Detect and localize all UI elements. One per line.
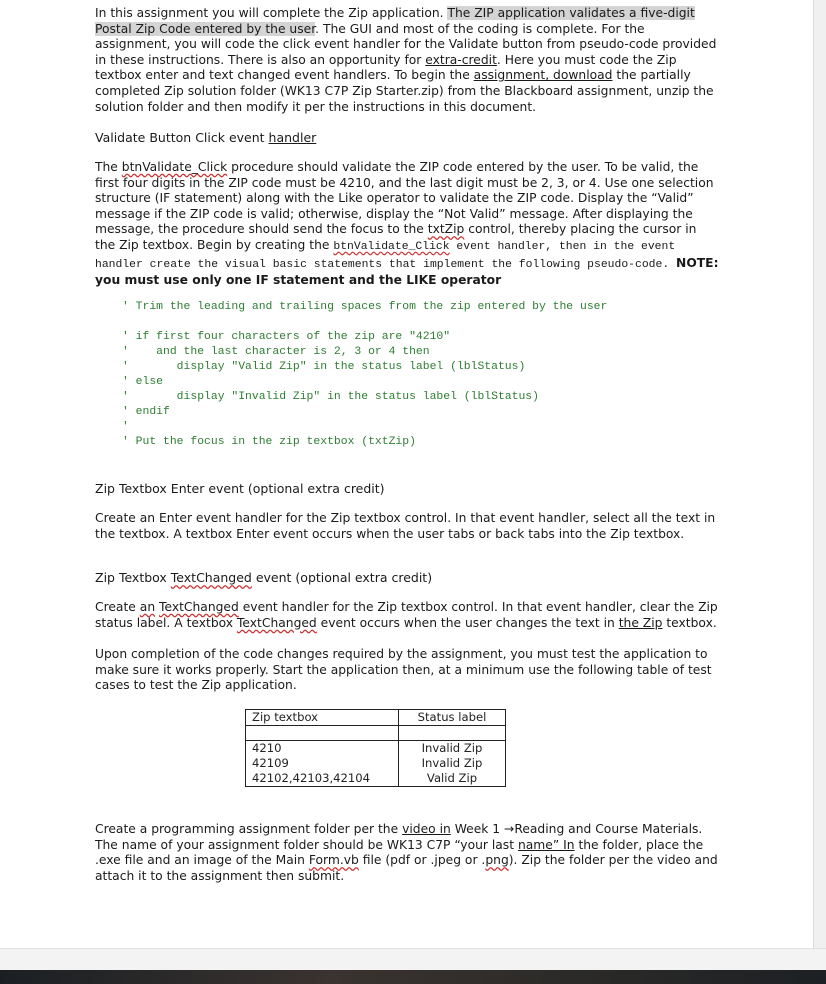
pseudo-code-line-1: ' Trim the leading and trailing spaces from the zip entered by the user <box>122 301 608 313</box>
proc-name: btnValidate_Click <box>121 160 228 174</box>
table-row <box>246 771 506 787</box>
table-cell: 42109 <box>246 756 399 771</box>
enter-paragraph: Create an Enter event handler for the Zip textbox control. In that event handler, select all the text in the textbox. A textbox Enter event occurs when the user tabs or back tabs into the Zip textbox. <box>95 511 716 541</box>
intro-text: In this assignment you will complete the Zip application. <box>95 6 448 20</box>
table-cell: Invalid Zip <box>399 741 506 757</box>
taskbar <box>0 970 826 984</box>
table-header-cell: Status label <box>399 710 506 726</box>
table-header-cell: Zip textbox <box>246 710 399 726</box>
assignment-download-link[interactable]: assignment, download <box>473 68 613 83</box>
intro-text-3: . Here you must code the Zip textbox enter and text changed event handlers. To begin the <box>95 52 677 83</box>
table-header-row <box>246 710 506 726</box>
intro-text-4: the partially completed Zip solution folder (WK13 C7P Zip Starter.zip) from the Blackboard assignment, unzip the solution folder and then modify it per the instructions in this document. <box>95 68 714 114</box>
validate-heading: Validate Button Click event handler <box>95 130 317 145</box>
extra-credit-link[interactable]: extra-credit <box>425 52 497 67</box>
final-paragraph: Create a programming assignment folder per the video in Week 1 →Reading and Course Materials. The name of your assignment folder should be WK13 C7P “your last name” In the folder, place the .exe file and an image of the Main Form.vb file (pdf or .jpeg or .png). Zip the folder per the video and attach it to the assignment then submit. <box>95 822 718 883</box>
intro-text-2: . The GUI and most of the coding is complete. For the assignment, you will code the click event handler for the Validate button from pseudo-code provided in these instructions. There is also an opportunity for <box>95 21 717 67</box>
enter-heading: Zip Textbox Enter event (optional extra credit) <box>95 481 385 496</box>
test-cases-table <box>245 709 506 787</box>
completion-paragraph: Upon completion of the code changes required by the assignment, you must test the application to make sure it works properly. Start the application then, at a minimum use the following table of test cases to test the Zip application. <box>95 647 712 693</box>
intro-paragraph <box>95 6 720 115</box>
highlighted-text: The ZIP application validates a five-digit Postal Zip Code entered by the user <box>95 6 695 36</box>
table-cell: Invalid Zip <box>399 756 506 771</box>
pseudo-code-line-3: ' and the last character is 2, 3 or 4 then <box>122 346 430 358</box>
validate-paragraph: The btnValidate_Click procedure should validate the ZIP code entered by the user. To be valid, the first four digits in the ZIP code must be 4210, and the last digit must be 2, 3, or 4. Use one selection structure (IF statement) along with the Like operator to validate the ZIP code. Display the “Valid” message if the ZIP code is valid; otherwise, display the “Not Valid” message. After displaying the message, the procedure should send the focus to the txtZip control, thereby placing the cursor in the Zip textbox. Begin by creating the btnValidate_Click event handler, then in the event handler create the visual basic statements that implement the following pseudo-code. NOTE: you must use only one IF statement and the LIKE operator <box>95 160 719 288</box>
horizontal-scrollbar[interactable] <box>0 948 826 971</box>
table-cell: 42102,42103,42104 <box>246 771 399 787</box>
table-row <box>246 741 506 757</box>
table-row <box>246 756 506 771</box>
video-link[interactable]: video in <box>402 822 451 836</box>
textchanged-heading: Zip Textbox TextChanged event (optional extra credit) <box>95 570 433 585</box>
pseudo-code-line-4: ' display "Valid Zip" in the status label (lblStatus) <box>122 361 526 373</box>
pseudo-code-line-7: ' endif <box>122 406 170 418</box>
textchanged-paragraph: Create an TextChanged event handler for the Zip textbox control. In that event handler, clear the Zip status label. A textbox TextChanged event occurs when the user changes the text in the Zip textbox. <box>95 600 718 630</box>
table-row <box>246 726 506 741</box>
table-cell: Valid Zip <box>399 771 506 787</box>
note-text: NOTE: you must use only one IF statement and the LIKE operator <box>95 255 719 288</box>
pseudo-code-line-5: ' else <box>122 376 164 388</box>
pseudo-code-line-9: ' Put the focus in the zip textbox (txtZip) <box>122 436 416 448</box>
pseudo-code-line-8: ' <box>122 421 129 433</box>
pseudo-code-line-6: ' display "Invalid Zip" in the status label (lblStatus) <box>122 391 539 403</box>
table-cell: 4210 <box>246 741 399 757</box>
pseudo-code-line-2: ' if first four characters of the zip are "4210" <box>122 331 451 343</box>
vertical-scrollbar[interactable] <box>813 0 826 948</box>
